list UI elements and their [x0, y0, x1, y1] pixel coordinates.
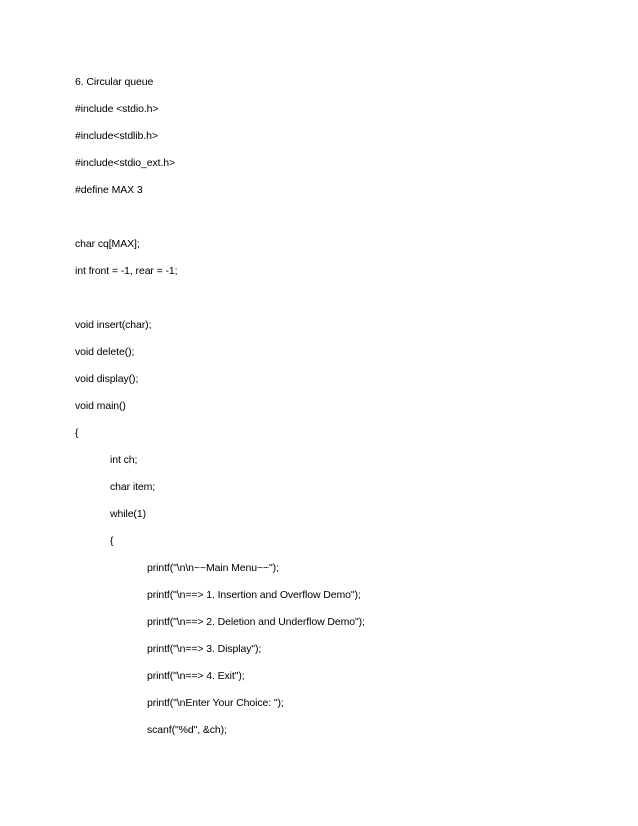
code-line: printf("\nEnter Your Choice: ");: [147, 697, 284, 709]
code-line: void display();: [75, 373, 139, 385]
code-line: #include <stdio.h>: [75, 103, 159, 115]
code-line: #include<stdio_ext.h>: [75, 157, 176, 169]
code-line: void main(): [75, 400, 126, 412]
code-line: scanf("%d", &ch);: [147, 724, 227, 736]
code-line: {: [75, 427, 79, 439]
code-line: printf("\n==> 1. Insertion and Overflow Demo");: [147, 589, 361, 601]
code-line: #include<stdlib.h>: [75, 130, 158, 142]
code-line: #define MAX 3: [75, 184, 143, 196]
code-line: printf("\n==> 2. Deletion and Underflow Demo");: [147, 616, 365, 628]
code-line: void delete();: [75, 346, 135, 358]
code-line: void insert(char);: [75, 319, 152, 331]
code-line: while(1): [110, 508, 146, 520]
code-line: int front = -1, rear = -1;: [75, 265, 178, 277]
code-line: printf("\n==> 3. Display");: [147, 643, 262, 655]
code-line: int ch;: [110, 454, 138, 466]
code-line: char item;: [110, 481, 156, 493]
code-line: printf("\n==> 4. Exit");: [147, 670, 245, 682]
code-line: printf("\n\n~~Main Menu~~");: [147, 562, 279, 574]
code-line: char cq[MAX];: [75, 238, 140, 250]
section-title: 6. Circular queue: [75, 76, 154, 88]
code-line: {: [110, 535, 114, 547]
